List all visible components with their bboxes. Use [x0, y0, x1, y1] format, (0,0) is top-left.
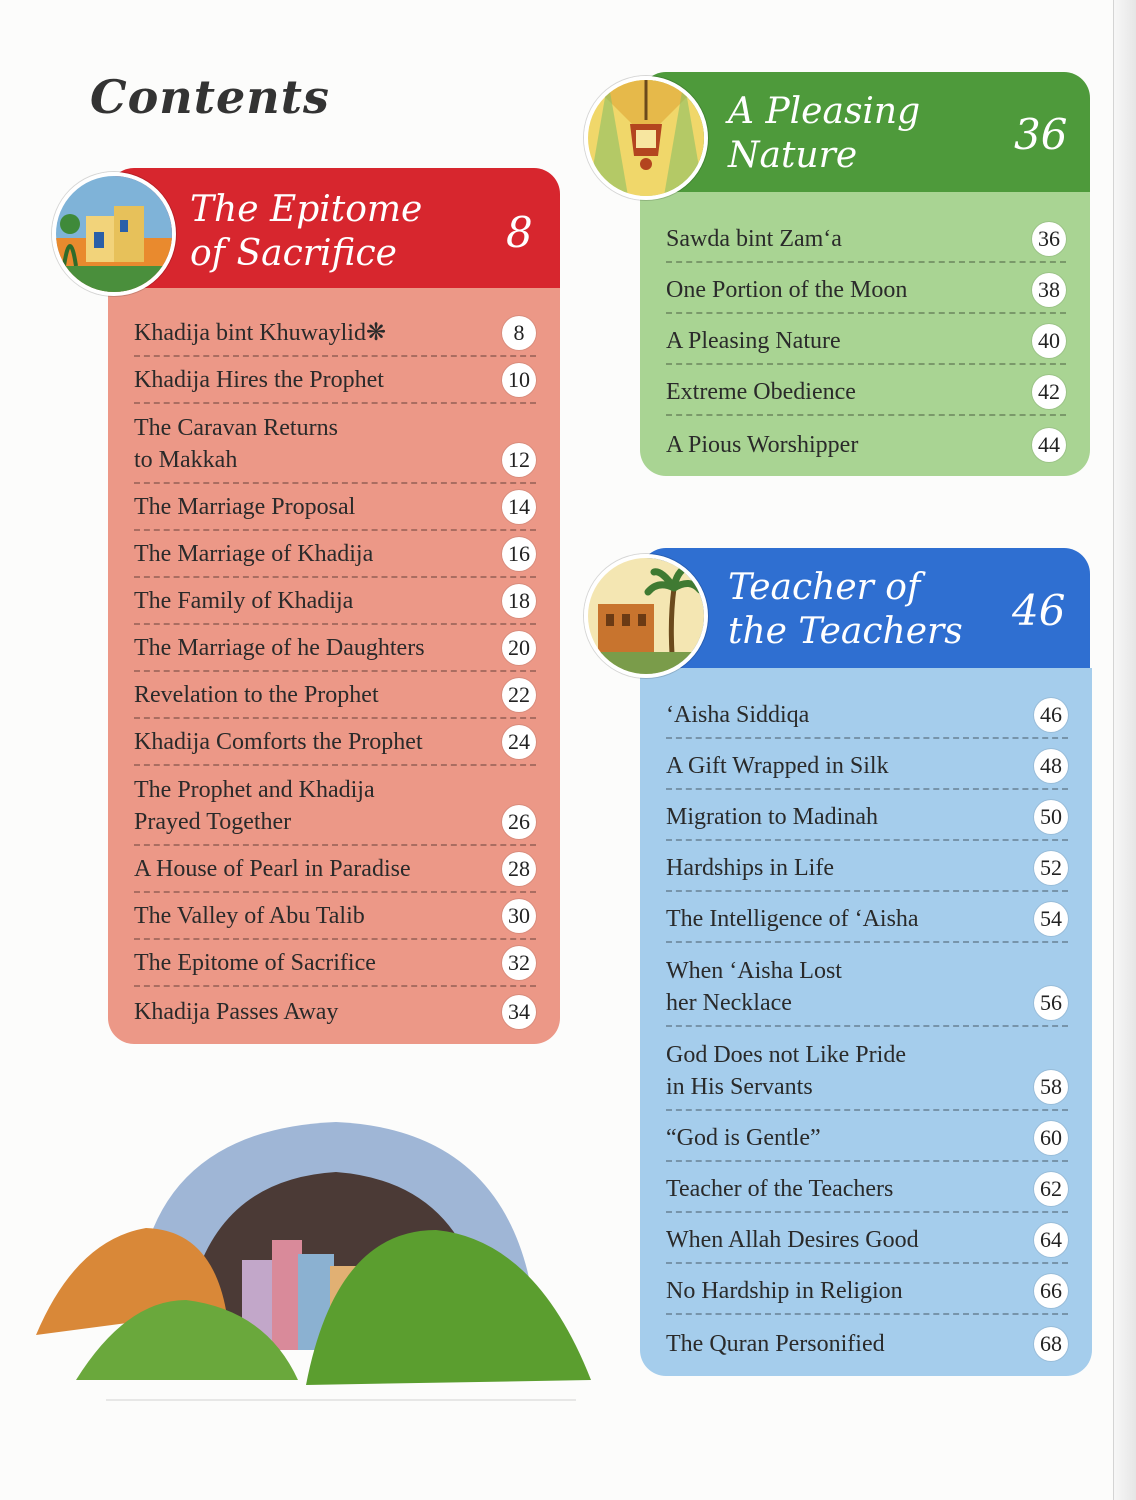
toc-page-number: 36: [1032, 222, 1066, 256]
toc-entry[interactable]: [134, 625, 536, 672]
toc-entry-title: One Portion of the Moon: [666, 277, 908, 303]
toc-page-number: 56: [1034, 986, 1068, 1020]
toc-entry-title: Sawda bint Zam‘a: [666, 226, 842, 252]
toc-entry-title: A House of Pearl in Paradise: [134, 856, 411, 882]
toc-entry[interactable]: [134, 531, 536, 578]
toc-entry[interactable]: [666, 892, 1068, 943]
toc-entry-title: Teacher of the Teachers: [666, 1176, 894, 1202]
toc-page-number: 24: [502, 725, 536, 759]
toc-page-number: 68: [1034, 1327, 1068, 1361]
toc-entry[interactable]: [666, 841, 1068, 892]
toc-page-number: 10: [502, 363, 536, 397]
toc-page-number: 54: [1034, 902, 1068, 936]
toc-entry[interactable]: [134, 310, 536, 357]
section-list: [640, 192, 1090, 476]
toc-entry[interactable]: [666, 314, 1066, 365]
toc-page-number: 20: [502, 631, 536, 665]
village-icon: [52, 172, 176, 296]
toc-entry-title: The Valley of Abu Talib: [134, 903, 365, 929]
toc-entry[interactable]: [134, 766, 536, 846]
toc-entry[interactable]: [666, 1315, 1068, 1366]
toc-entry-title: The Marriage of he Daughters: [134, 635, 425, 661]
toc-page-number: 44: [1032, 428, 1066, 462]
toc-entry[interactable]: [666, 263, 1066, 314]
toc-entry-title: The Caravan Returns to Makkah: [134, 415, 338, 473]
page-edge: [1113, 0, 1136, 1500]
lantern-icon: [584, 76, 708, 200]
section-title: The Epitome of Sacrifice: [190, 189, 423, 274]
toc-page-number: 32: [502, 946, 536, 980]
toc-entry-title: Khadija Passes Away: [134, 999, 339, 1025]
toc-entry[interactable]: [666, 1162, 1068, 1213]
toc-page-number: 18: [502, 584, 536, 618]
toc-page-number: 30: [502, 899, 536, 933]
toc-entry-title: The Family of Khadija: [134, 588, 354, 614]
toc-entry[interactable]: [666, 1111, 1068, 1162]
toc-page-number: 64: [1034, 1223, 1068, 1257]
toc-page-number: 52: [1034, 851, 1068, 885]
toc-page-number: 60: [1034, 1121, 1068, 1155]
toc-entry-title: Hardships in Life: [666, 855, 834, 881]
toc-entry[interactable]: [666, 790, 1068, 841]
toc-entry-title: God Does not Like Pride in His Servants: [666, 1042, 906, 1100]
toc-entry-title: When Allah Desires Good: [666, 1227, 919, 1253]
toc-entry[interactable]: [666, 365, 1066, 416]
toc-entry[interactable]: [666, 943, 1068, 1027]
toc-entry-title: A Pleasing Nature: [666, 328, 841, 354]
toc-page-number: 28: [502, 852, 536, 886]
toc-entry-title: The Quran Personified: [666, 1331, 885, 1357]
toc-page-number: 40: [1032, 324, 1066, 358]
toc-page-number: 48: [1034, 749, 1068, 783]
toc-entry-title: The Marriage Proposal: [134, 494, 356, 520]
section-page-number: 8: [506, 208, 533, 257]
toc-entry-title: Khadija bint Khuwaylid❋: [134, 320, 387, 346]
toc-entry-title: The Intelligence of ‘Aisha: [666, 906, 919, 932]
page-title: Contents: [90, 70, 330, 124]
toc-entry[interactable]: [666, 1213, 1068, 1264]
toc-entry-title: The Marriage of Khadija: [134, 541, 374, 567]
toc-entry-title: Migration to Madinah: [666, 804, 878, 830]
toc-page-number: 62: [1034, 1172, 1068, 1206]
toc-entry[interactable]: [134, 987, 536, 1034]
toc-page-number: 34: [502, 995, 536, 1029]
toc-entry-title: Khadija Comforts the Prophet: [134, 729, 423, 755]
toc-entry[interactable]: [134, 672, 536, 719]
toc-entry[interactable]: [666, 416, 1066, 467]
toc-entry[interactable]: [666, 739, 1068, 790]
cave-city-illustration: [36, 1110, 596, 1420]
toc-page-number: 50: [1034, 800, 1068, 834]
toc-page-number: 16: [502, 537, 536, 571]
section-list: [108, 288, 560, 1044]
toc-entry-title: ‘Aisha Siddiqa: [666, 702, 810, 728]
toc-entry[interactable]: [134, 357, 536, 404]
section-page-number: 36: [1014, 110, 1068, 159]
palm-house-icon: [584, 554, 708, 678]
toc-entry[interactable]: [134, 846, 536, 893]
section-list: [640, 668, 1092, 1376]
section-page-number: 46: [1012, 586, 1066, 635]
toc-page-number: 22: [502, 678, 536, 712]
toc-entry[interactable]: [134, 404, 536, 484]
toc-entry-title: When ‘Aisha Lost her Necklace: [666, 958, 842, 1016]
toc-entry-title: Revelation to the Prophet: [134, 682, 379, 708]
toc-page-number: 8: [502, 316, 536, 350]
section-title: Teacher of the Teachers: [728, 567, 963, 652]
toc-page-number: 42: [1032, 375, 1066, 409]
toc-entry-title: The Epitome of Sacrifice: [134, 950, 376, 976]
toc-entry[interactable]: [134, 719, 536, 766]
toc-entry[interactable]: [134, 940, 536, 987]
toc-page-number: 14: [502, 490, 536, 524]
toc-page-number: 12: [502, 443, 536, 477]
toc-entry[interactable]: [134, 578, 536, 625]
toc-entry-title: A Pious Worshipper: [666, 432, 859, 458]
toc-page-number: 26: [502, 805, 536, 839]
toc-entry-title: No Hardship in Religion: [666, 1278, 903, 1304]
toc-entry[interactable]: [666, 212, 1066, 263]
toc-entry[interactable]: [134, 484, 536, 531]
toc-entry-title: The Prophet and Khadija Prayed Together: [134, 777, 375, 835]
toc-entry-title: Khadija Hires the Prophet: [134, 367, 384, 393]
toc-page-number: 66: [1034, 1274, 1068, 1308]
toc-entry-title: A Gift Wrapped in Silk: [666, 753, 889, 779]
toc-entry[interactable]: [666, 688, 1068, 739]
toc-entry-title: “God is Gentle”: [666, 1125, 821, 1151]
section-title: A Pleasing Nature: [728, 91, 921, 176]
toc-entry[interactable]: [666, 1264, 1068, 1315]
toc-entry-title: Extreme Obedience: [666, 379, 856, 405]
toc-entry[interactable]: [666, 1027, 1068, 1111]
toc-page-number: 46: [1034, 698, 1068, 732]
toc-page-number: 58: [1034, 1070, 1068, 1104]
toc-entry[interactable]: [134, 893, 536, 940]
toc-page-number: 38: [1032, 273, 1066, 307]
